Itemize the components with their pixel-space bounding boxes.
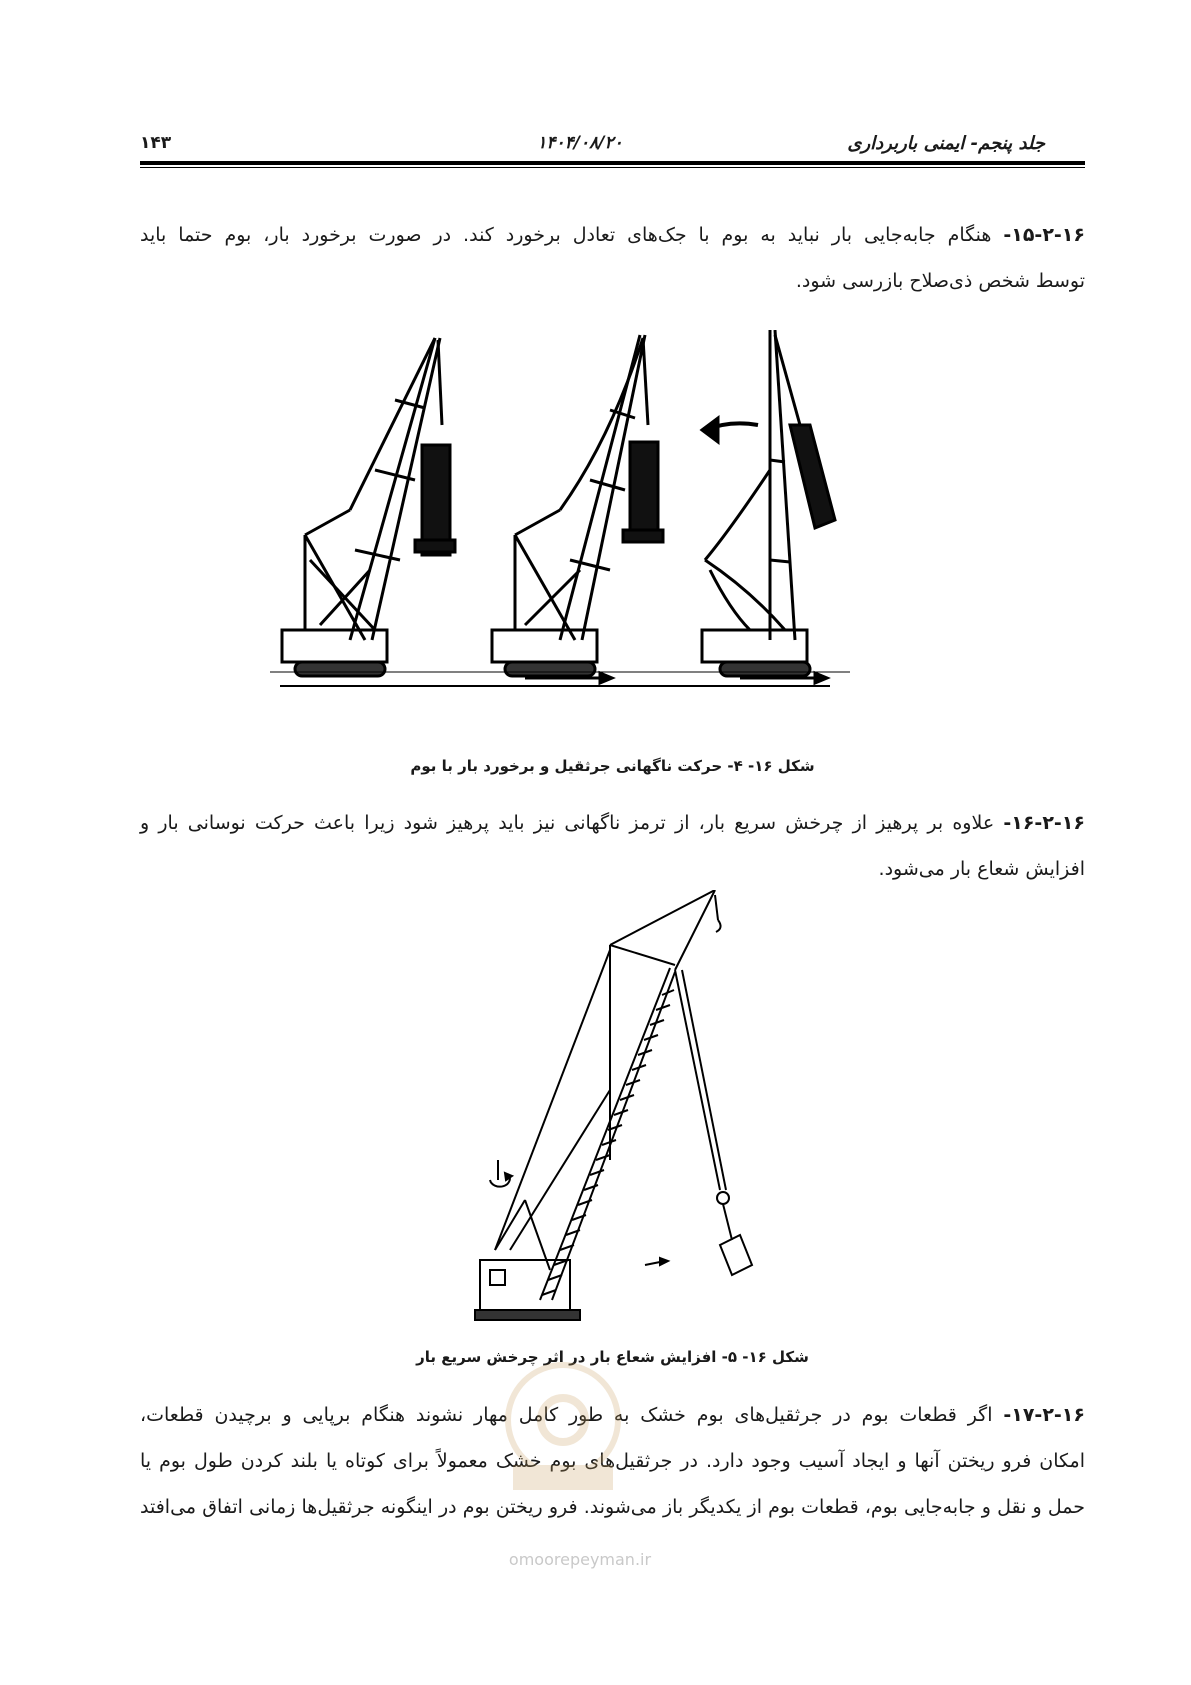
section-text-line: اگر قطعات بوم در جرثقیل‌های بوم خشک به طور کامل مهار نشوند هنگام برپایی و برچیدن قطعات، <box>140 1404 993 1426</box>
section-text-line: امکان فرو ریختن آنها و ایجاد آسیب وجود دارد. در جرثقیل‌های بوم خشک معمولاً برای کوتاه یا بلند کردن طول بوم یا <box>140 1450 1085 1472</box>
section-number: ۱۷-۲-۱۶- <box>1003 1404 1085 1426</box>
section-text-line: توسط شخص ذی‌صلاح بازرسی شود. <box>795 270 1085 292</box>
page-number: ۱۴۳ <box>140 133 172 153</box>
figure-16-4-caption: شکل ۱۶- ۴- حرکت ناگهانی جرثقیل و برخورد بار با بوم <box>410 757 815 775</box>
watermark-site: omoorepeyman.ir <box>508 1550 652 1569</box>
header-date: ۱۴۰۴/۰۸/۲۰ <box>537 133 623 153</box>
section-15-paragraph <box>140 212 1085 304</box>
section-text-line: علاوه بر پرهیز از چرخش سریع بار، از ترمز ناگهانی نیز باید پرهیز شود زیرا باعث حرکت نوسانی بار و <box>140 812 995 834</box>
crane-2 <box>492 335 663 676</box>
section-number: ۱۵-۲-۱۶- <box>1003 224 1085 246</box>
crane-1 <box>282 338 455 676</box>
section-text-line: هنگام جابه‌جایی بار نباید به بوم با جک‌های تعادل برخورد کند. در صورت برخورد بار، بوم حتما باید <box>140 224 992 246</box>
section-number: ۱۶-۲-۱۶- <box>1003 812 1085 834</box>
figure-16-4-illustration <box>270 330 910 742</box>
section-text-line: افزایش شعاع بار می‌شود. <box>878 858 1085 880</box>
header-rule-thick <box>140 161 1085 165</box>
section-16-paragraph <box>140 800 1085 892</box>
header-book-title: جلد پنجم- ایمنی باربرداری <box>847 133 1045 154</box>
figure-16-5-caption: شکل ۱۶- ۵- افزایش شعاع بار در اثر چرخش سریع بار <box>416 1348 809 1366</box>
header-rule-thin <box>140 167 1085 168</box>
figure-16-5-illustration <box>470 890 770 1330</box>
crane-3 <box>702 330 835 676</box>
watermark-logo-icon <box>498 1345 628 1495</box>
section-text-line: حمل و نقل و جابه‌جایی بوم، قطعات بوم از یکدیگر باز می‌شوند. فرو ریختن بوم در اینگونه جرثقیل‌ها زمانی اتفاق می‌افتد <box>140 1496 1085 1518</box>
